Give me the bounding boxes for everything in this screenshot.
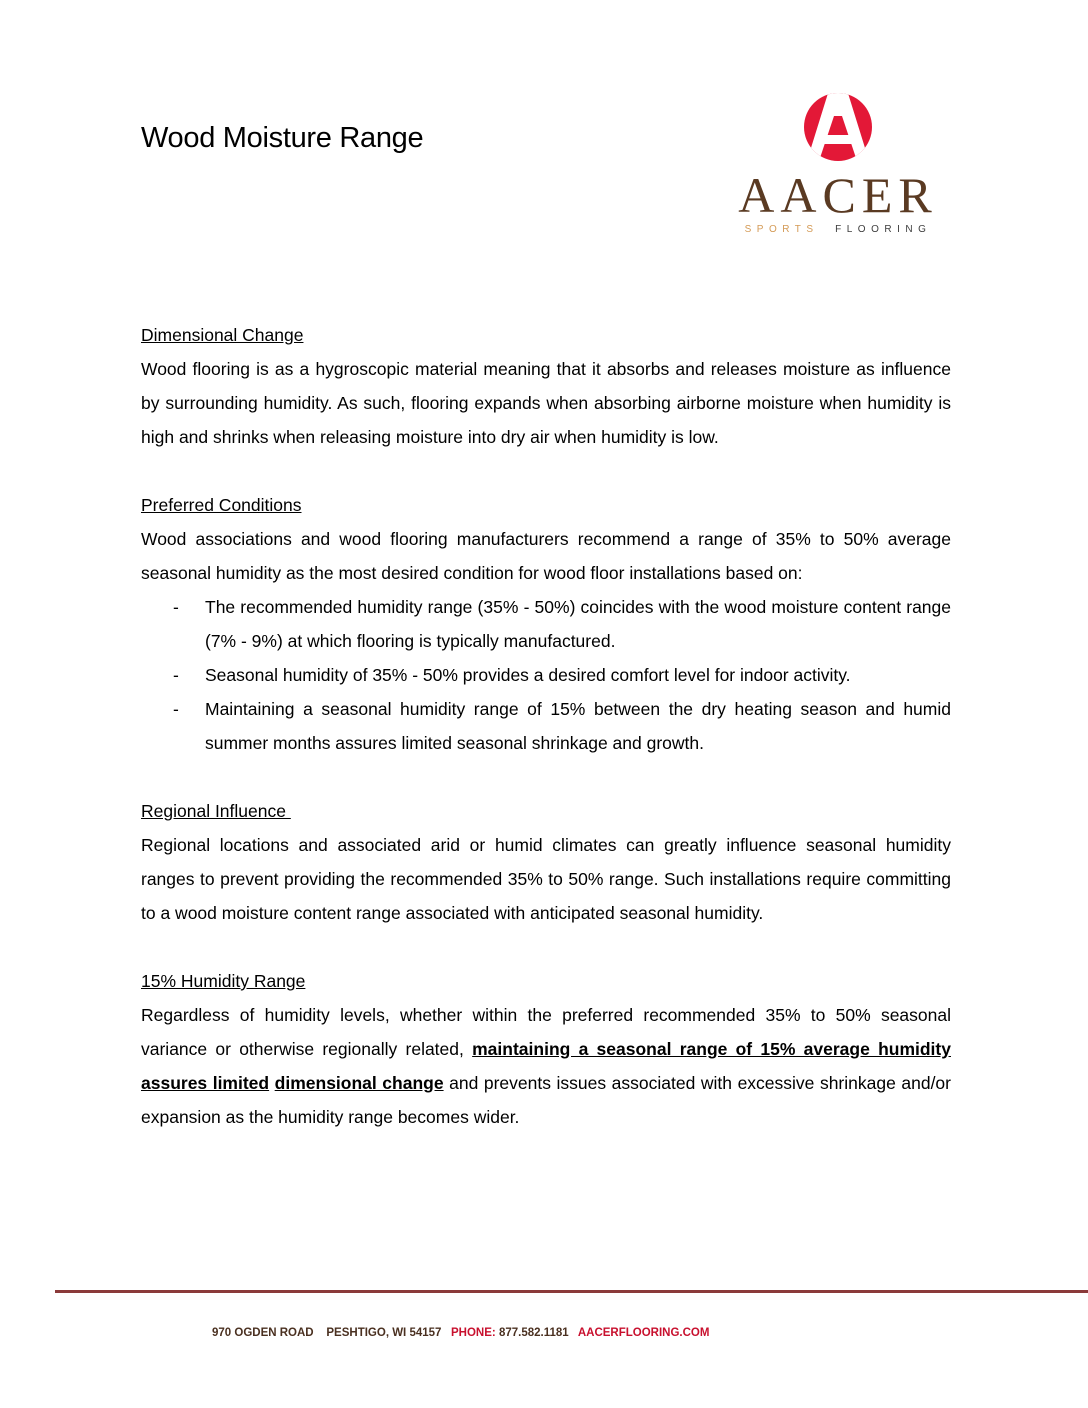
section-15-humidity-range (141, 964, 951, 1134)
section-paragraph: Wood associations and wood flooring manufacturers recommend a range of 35% to 50% average seasonal humidity as the most desired condition for wood floor installations based on: (141, 529, 951, 583)
logo-tagline-flooring: FLOORING (835, 224, 932, 235)
aacer-a-mark-icon (798, 92, 878, 162)
logo-tagline (718, 224, 958, 235)
aacer-logo (718, 92, 958, 257)
list-item (141, 658, 951, 692)
section-heading: Regional Influence (141, 801, 291, 821)
paragraph-text: Regardless of humidity levels, whether within the preferred recommended 35% to 50% seasonal variance or otherwise regionally related, (141, 1005, 951, 1059)
section-paragraph: Regional locations and associated arid or humid climates can greatly influence seasonal humidity ranges to prevent providing the recommended 35% to 50% range. Such installations require committing to a wood moisture content range associated with anticipated seasonal humidity. (141, 835, 951, 923)
section-paragraph: Wood flooring is as a hygroscopic material meaning that it absorbs and releases moisture as influence by surrounding humidity. As such, flooring expands when absorbing airborne moisture when humidity is high and shrinks when releasing moisture into dry air when humidity is low. (141, 359, 951, 447)
bullet-dash: - (173, 597, 179, 617)
section-heading: Dimensional Change (141, 325, 304, 345)
document-body (141, 318, 951, 1168)
section-dimensional-change (141, 318, 951, 454)
emphasis-text: maintaining a seasonal range of 15% average humidity assures limited (141, 1039, 951, 1093)
footer-website-link[interactable]: AACERFLOORING.COM (577, 1327, 710, 1339)
list-item-text: Maintaining a seasonal humidity range of 15% between the dry heating season and humid summer months assures limited seasonal shrinkage and growth. (205, 699, 951, 753)
logo-tagline-sports: SPORTS (744, 224, 819, 235)
footer-divider (55, 1290, 1088, 1293)
section-heading: Preferred Conditions (141, 495, 302, 515)
section-regional-influence (141, 794, 951, 930)
footer-phone-number: 877.582.1181 (495, 1327, 578, 1339)
conditions-list (141, 590, 951, 760)
footer-phone-label: PHONE: (451, 1327, 496, 1339)
paragraph-text: and prevents issues associated with excessive shrinkage and/or expansion as the humidity range becomes wider. (141, 1073, 951, 1127)
bullet-dash: - (173, 665, 179, 685)
list-item (141, 692, 951, 760)
section-heading: 15% Humidity Range (141, 971, 306, 991)
section-preferred-conditions (141, 488, 951, 760)
section-paragraph (141, 998, 951, 1134)
list-item-text: Seasonal humidity of 35% - 50% provides a desired comfort level for indoor activity. (205, 665, 851, 685)
emphasis-text: dimensional change (274, 1073, 444, 1093)
list-item-text: The recommended humidity range (35% - 50%) coincides with the wood moisture content range (7% - 9%) at which flooring is typically manufactured. (205, 597, 951, 651)
footer-address: 970 OGDEN ROAD PESHTIGO, WI 54157 (212, 1327, 452, 1339)
bullet-dash: - (173, 699, 179, 719)
footer-contact (212, 1327, 709, 1339)
logo-wordmark: AACER (738, 167, 938, 223)
list-item (141, 590, 951, 658)
page-title: Wood Moisture Range (141, 122, 424, 154)
